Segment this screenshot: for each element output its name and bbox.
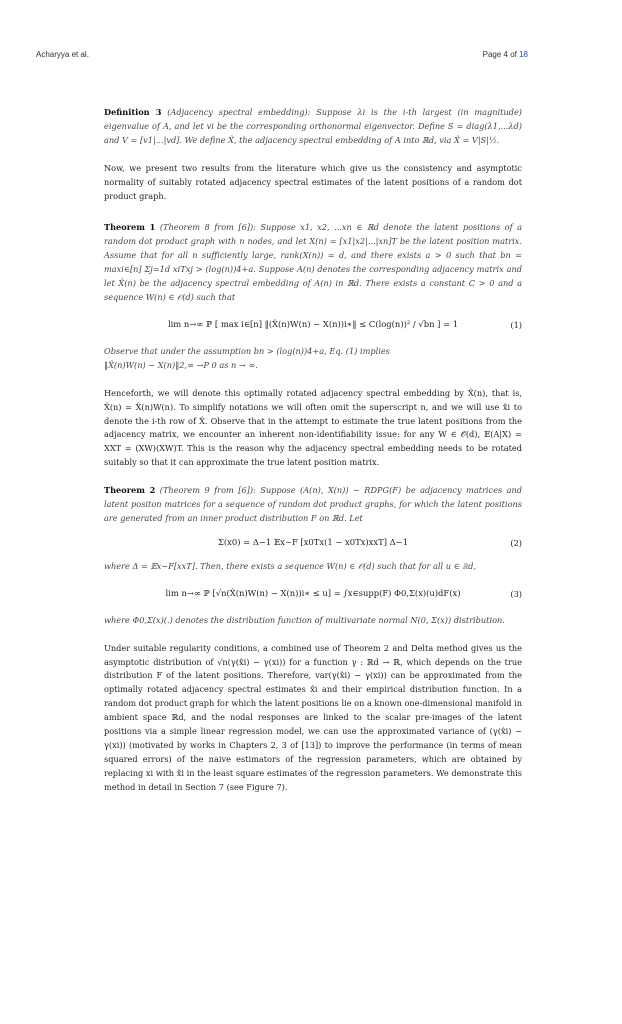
equation-1-body: lim n→∞ ℙ [ max i∈[n] ‖(X̂(n)W(n) − X(n))i∗‖ ≤ C(log(n))² / √bn ] = 1	[167, 318, 459, 329]
page-total-link[interactable]: 18	[519, 50, 528, 59]
equation-1-number: (1)	[510, 319, 522, 330]
paragraph-intro: Now, we present two results from the literature which give us the consistency and asymptotic normality of suitably rotated adjacency spectral estimates of the latent positions of a random dot product graph.	[104, 162, 522, 201]
definition-title: (Adjacency spectral embedding):	[167, 107, 311, 117]
paper-body	[104, 106, 522, 795]
theorem1-convergence: ‖X̂(n)W(n) − X(n)‖2,∞ →P 0 as n → ∞.	[104, 359, 258, 370]
theorem2-block	[104, 484, 522, 526]
running-head: Acharyya et al.	[36, 50, 89, 59]
theorem1-block	[104, 221, 522, 304]
theorem1-label: Theorem 1	[104, 222, 156, 233]
equation-2	[104, 532, 522, 556]
equation-3-body: lim n→∞ ℙ [√n(X̂(n)W(n) − X(n))i∗ ≤ u] = ∫x∈supp(F) Φ0,Σ(x)(u)dF(x)	[165, 587, 461, 598]
definition-block	[104, 106, 522, 148]
equation-1	[104, 311, 522, 341]
theorem2-body: (Theorem 9 from [6]): Suppose (A(n), X(n)) ∼ RDPG(F) be adjacency matrices and latent positon matrices for a sequence of random dot product graphs, for which the latent positions are generated from an inner product distribution F on ℝd. Let	[104, 485, 523, 523]
equation-3-number: (3)	[510, 588, 522, 599]
theorem1-body: (Theorem 8 from [6]): Suppose x1, x2, ...xn ∈ ℝd denote the latent positions of a random dot product graph with n nodes, and let X(n) = [x1|x2|...|xn]T be the latent position matrix. Assume that for all n sufficiently large, rank(X(n)) = d, and there exists a > 0 such that bn = maxi∈[n] Σj=1d xiTxj > (log(n))4+a. Suppose A(n) denotes the corresponding adjacency matrix and let X̂(n) be the adjacency spectral embedding of A(n) in ℝd. There exists a constant C > 0 and a sequence W(n) ∈ 𝒪(d) such that	[104, 222, 523, 302]
theorem1-observation: Observe that under the assumption bn > (log(n))4+a, Eq. (1) implies	[104, 345, 390, 356]
equation-3	[104, 580, 522, 610]
theorem2-end: where Φ0,Σ(x)(.) denotes the distribution function of multivariate normal N(0, Σ(x)) distribution.	[104, 614, 505, 625]
definition-body: Suppose λi is the i-th largest (in magnitude) eigenvalue of A, and let vi be the corresponding orthonormal eigenvector. Define S = diag(λ1,...λd) and V = [v1|...|vd]. We define X̂, the adjacency spectral embedding of A into ℝd, via X̂ = V|S|½.	[104, 107, 522, 145]
theorem2-middle: where Δ = 𝔼x∼F[xxT]. Then, there exists a sequence W(n) ∈ 𝒪(d) such that for all u ∈ ℝd,	[104, 560, 476, 571]
equation-2-number: (2)	[510, 537, 522, 548]
equation-2-body: Σ(x0) = Δ−1 𝔼x∼F [x0Tx(1 − x0Tx)xxT] Δ−1	[217, 536, 409, 547]
paragraph-rotation: Henceforth, we will denote this optimally rotated adjacency spectral embedding by X̂(n), that is, X̂(n) = X̂(n)W(n). To simplify notations we will often omit the superscript n, and we will use x̂i to denote the i-th row of X̂. Observe that in the attempt to estimate the true latent positions from the adjacency matrix, we encounter an inherent non-identifiability issue: for any W ∈ 𝒪(d), 𝔼(A|X) = XXT = (XW)(XW)T. This is the reason why the adjacency spectral embedding needs to be rotated suitably so that it can approximate the true latent position matrix.	[104, 387, 522, 468]
page-number: Page 4 of 18	[482, 50, 528, 59]
theorem2-label: Theorem 2	[104, 485, 156, 496]
paragraph-delta-method: Under suitable regularity conditions, a combined use of Theorem 2 and Delta method gives us the asymptotic distribution of √n(γ(x̂i) − γ(xi)) for a function γ : ℝd → ℝ, which depends on the true distribution F of the latent positions. Therefore, var(γ(x̂i) − γ(xi)) can be approximated from the optimally rotated adjacency spectral estimates x̂i and their empirical distribution function. In a random dot product graph for which the latent positions lie on a known one-dimensional manifold in ambient space ℝd, and the nodal responses are linked to the scalar pre-images of the latent positions via a simple linear regression model, we can use the approximated variance of (γ(x̂i) − γ(xi)) (motivated by works in Chapters 2, 3 of [13]) to improve the performance (in terms of mean squared errors) of the naive estimators of the regression parameters, which are obtained by replacing xi with x̂i in the least square estimates of the regression parameters. We demonstrate this method in detail in Section 7 (see Figure 7).	[104, 642, 523, 792]
definition-label: Definition 3	[104, 107, 162, 117]
